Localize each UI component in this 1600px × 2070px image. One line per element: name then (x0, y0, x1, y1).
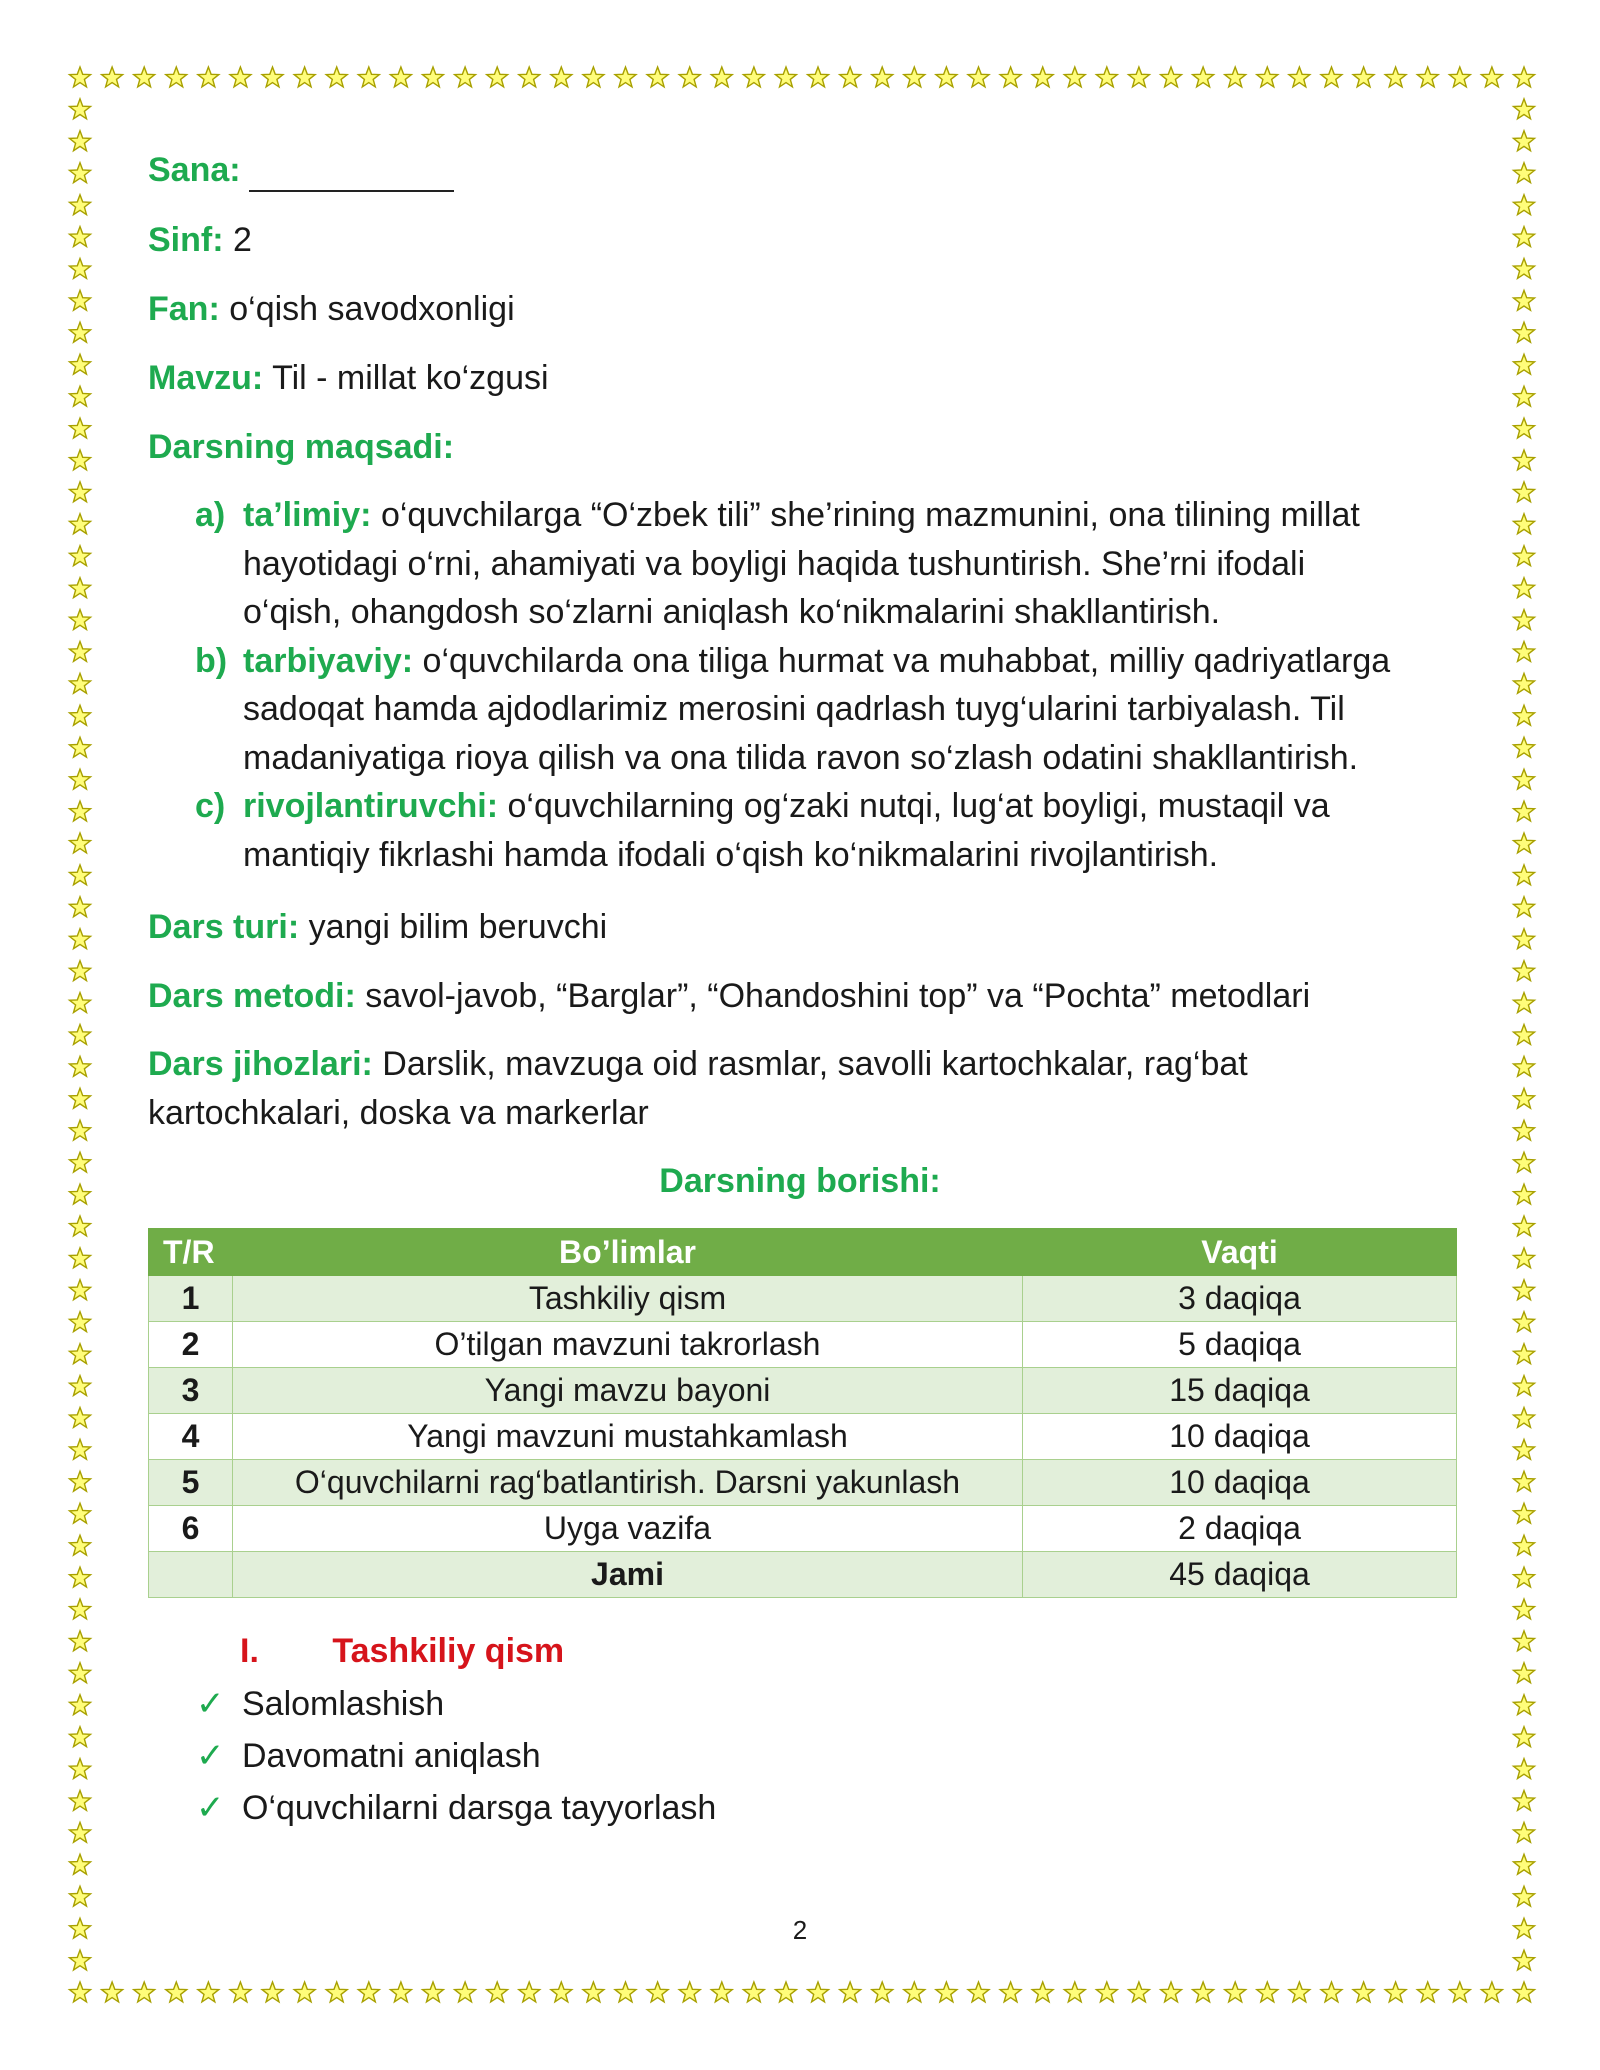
star-icon (1514, 290, 1535, 310)
star-icon (551, 67, 572, 87)
table-header-row (149, 1229, 1457, 1276)
star-icon (1514, 1727, 1535, 1747)
star-icon (423, 67, 444, 87)
star-icon (1514, 514, 1535, 534)
star-icon (70, 1727, 91, 1747)
star-icon (70, 1503, 91, 1523)
star-icon (487, 1982, 508, 2002)
star-icon (70, 1280, 91, 1300)
star-icon (294, 1982, 315, 2002)
star-icon (70, 1663, 91, 1683)
star-icon (1514, 450, 1535, 470)
star-icon (423, 1982, 444, 2002)
column-header-number: T/R (149, 1229, 233, 1276)
star-icon (1289, 67, 1310, 87)
star-icon (70, 546, 91, 566)
goal-text-line: o‘quvchilarning og‘zaki nutqi, lug‘at boyligi, mustaqil va (507, 787, 1330, 825)
checkmark-icon: ✓ (196, 1789, 225, 1827)
goal-developmental (195, 782, 1465, 879)
star-icon (198, 67, 219, 87)
total-empty-cell (149, 1552, 233, 1598)
goal-text-line: o‘quvchilarda ona tiliga hurmat va muhabbat, milliy qadriyatlarga (422, 641, 1391, 680)
star-icon (70, 1822, 91, 1842)
star-icon (1514, 961, 1535, 981)
star-icon (70, 482, 91, 502)
lesson-equipment-field (148, 1040, 1458, 1137)
star-icon (70, 1025, 91, 1045)
star-icon (70, 1376, 91, 1396)
star-icon (1129, 67, 1150, 87)
row-number: 6 (149, 1506, 233, 1552)
checklist-item-text: O‘quvchilarni darsga tayyorlash (242, 1789, 717, 1827)
grade-value: 2 (233, 221, 252, 259)
topic-value: Til - millat ko‘zgusi (272, 359, 549, 397)
star-icon (1514, 1120, 1535, 1140)
table-total-row (149, 1552, 1457, 1598)
star-icon (70, 610, 91, 630)
checklist-item-text: Davomatni aniqlash (242, 1737, 541, 1775)
row-time: 15 daqiqa (1023, 1368, 1457, 1414)
lesson-equipment-value: Darslik, mavzuga oid rasmlar, savolli kartochkalar, rag‘bat (382, 1045, 1248, 1083)
star-icon (1225, 1982, 1246, 2002)
star-icon (679, 67, 700, 87)
star-icon (198, 1982, 219, 2002)
star-icon (1514, 1280, 1535, 1300)
star-icon (70, 1535, 91, 1555)
star-icon (262, 67, 283, 87)
star-icon (102, 1982, 123, 2002)
checkmark-icon: ✓ (196, 1737, 225, 1775)
star-icon (70, 386, 91, 406)
goal-letter: c) (195, 787, 226, 825)
star-icon (615, 67, 636, 87)
row-section: O’tilgan mavzuni takrorlash (233, 1322, 1023, 1368)
star-icon (487, 67, 508, 87)
lesson-method-value: savol-javob, “Barglar”, “Ohandoshini top” va “Pochta” metodlari (365, 977, 1311, 1015)
goal-text-line: hayotidagi o‘rni, ahamiyati va boyligi haqida tushuntirish. She’rni ifodali (243, 544, 1306, 583)
topic-label: Mavzu: (148, 359, 264, 397)
star-icon (615, 1982, 636, 2002)
star-icon (326, 67, 347, 87)
checklist (196, 1678, 716, 1834)
subject-label: Fan: (148, 290, 220, 328)
star-icon (70, 1631, 91, 1651)
star-icon (840, 1982, 861, 2002)
star-icon (1514, 1471, 1535, 1491)
star-icon (1514, 897, 1535, 917)
checklist-item-text: Salomlashish (242, 1685, 445, 1723)
row-section: Yangi mavzuni mustahkamlash (233, 1414, 1023, 1460)
table-row (149, 1506, 1457, 1552)
star-icon (904, 67, 925, 87)
star-icon (70, 1216, 91, 1236)
goal-educational (195, 491, 1465, 637)
star-icon (551, 1982, 572, 2002)
grade-field (148, 218, 252, 262)
star-icon (70, 673, 91, 693)
star-icon (1514, 1791, 1535, 1811)
star-icon (70, 1120, 91, 1140)
goal-label: tarbiyaviy: (243, 641, 414, 680)
star-icon (519, 67, 540, 87)
row-section: Tashkiliy qism (233, 1276, 1023, 1322)
goal-label: ta’limiy: (243, 496, 372, 534)
star-icon (70, 99, 91, 119)
star-icon (1514, 705, 1535, 725)
star-icon (1514, 769, 1535, 789)
star-icon (1481, 1982, 1502, 2002)
star-icon (70, 418, 91, 438)
star-icon (70, 290, 91, 310)
star-icon (70, 1312, 91, 1332)
star-icon (679, 1982, 700, 2002)
star-icon (166, 67, 187, 87)
star-icon (1257, 67, 1278, 87)
star-icon (1514, 322, 1535, 342)
star-icon (70, 642, 91, 662)
date-field (148, 148, 454, 192)
goal-text-line: o‘qish, ohangdosh so‘zlarni aniqlash ko‘nikmalarini shakllantirish. (243, 593, 1221, 631)
star-icon (70, 1759, 91, 1779)
star-icon (968, 67, 989, 87)
star-icon (1353, 1982, 1374, 2002)
star-icon (1514, 1759, 1535, 1779)
star-icon (70, 865, 91, 885)
star-icon (70, 131, 91, 151)
star-icon (1514, 418, 1535, 438)
topic-field (148, 356, 549, 400)
star-icon (230, 1982, 251, 2002)
star-icon (70, 1886, 91, 1906)
star-icon (102, 67, 123, 87)
star-icon (70, 705, 91, 725)
star-icon (1385, 67, 1406, 87)
star-icon (1193, 67, 1214, 87)
star-icon (70, 163, 91, 183)
star-icon (1514, 546, 1535, 566)
star-icon (70, 897, 91, 917)
star-icon (262, 1982, 283, 2002)
star-icon (1514, 1056, 1535, 1076)
star-icon (1353, 67, 1374, 87)
lesson-plan-table (148, 1228, 1457, 1598)
star-icon (1514, 1503, 1535, 1523)
star-icon (166, 1982, 187, 2002)
star-icon (1514, 1982, 1535, 2002)
star-icon (904, 1982, 925, 2002)
goal-text-line: madaniyatiga rioya qilish va ona tilida ravon so‘zlash odatini shakllantirish. (243, 738, 1359, 777)
star-icon (1514, 1025, 1535, 1045)
star-icon (1514, 1695, 1535, 1715)
star-icon (1289, 1982, 1310, 2002)
star-icon (872, 1982, 893, 2002)
table-row (149, 1368, 1457, 1414)
page-number: 2 (792, 1915, 808, 1945)
goals-heading: Darsning maqsadi: (148, 428, 455, 466)
star-icon (70, 961, 91, 981)
star-icon (1449, 1982, 1470, 2002)
star-icon (70, 801, 91, 821)
star-icon (134, 67, 155, 87)
star-icon (1514, 929, 1535, 949)
star-icon (936, 67, 957, 87)
star-icon (70, 993, 91, 1013)
lesson-equipment-label: Dars jihozlari: (148, 1045, 373, 1083)
star-icon (1225, 67, 1246, 87)
star-icon (70, 1567, 91, 1587)
star-icon (1514, 1439, 1535, 1459)
date-label: Sana: (148, 151, 241, 189)
star-icon (390, 67, 411, 87)
star-icon (70, 769, 91, 789)
star-icon (1514, 1950, 1535, 1970)
star-icon (70, 1695, 91, 1715)
star-icon (70, 227, 91, 247)
star-icon (840, 67, 861, 87)
star-icon (776, 67, 797, 87)
star-icon (70, 354, 91, 374)
star-icon (358, 1982, 379, 2002)
star-icon (70, 929, 91, 949)
subject-field (148, 287, 515, 331)
star-icon (70, 1982, 91, 2002)
star-icon (1514, 227, 1535, 247)
row-time: 2 daqiqa (1023, 1506, 1457, 1552)
goals-list (195, 491, 1465, 879)
star-icon (519, 1982, 540, 2002)
star-icon (70, 1248, 91, 1268)
star-icon (1514, 1088, 1535, 1108)
star-icon (1514, 673, 1535, 693)
star-icon (1514, 833, 1535, 853)
row-section: Uyga vazifa (233, 1506, 1023, 1552)
star-icon (1032, 1982, 1053, 2002)
goal-text-line: sadoqat hamda ajdodlarimiz merosini qadrlash tuyg‘ularini tarbiyalash. Til (243, 690, 1345, 728)
star-icon (1514, 1408, 1535, 1428)
star-icon (70, 514, 91, 534)
lesson-method-field (148, 974, 1310, 1018)
star-icon (70, 67, 91, 87)
total-value: 45 daqiqa (1023, 1552, 1457, 1598)
star-icon (1514, 993, 1535, 1013)
checklist-item (196, 1782, 716, 1834)
star-icon (1514, 1631, 1535, 1651)
star-icon (70, 1950, 91, 1970)
star-icon (808, 67, 829, 87)
row-time: 3 daqiqa (1023, 1276, 1457, 1322)
row-number: 1 (149, 1276, 233, 1322)
star-icon (1064, 1982, 1085, 2002)
row-time: 10 daqiqa (1023, 1460, 1457, 1506)
star-icon (583, 67, 604, 87)
star-icon (455, 1982, 476, 2002)
date-blank-line[interactable] (249, 158, 454, 192)
star-icon (1514, 1535, 1535, 1555)
star-icon (647, 1982, 668, 2002)
star-icon (1481, 67, 1502, 87)
lesson-equipment-value-cont: kartochkalari, doska va markerlar (148, 1093, 649, 1132)
star-icon (1514, 865, 1535, 885)
row-number: 4 (149, 1414, 233, 1460)
star-icon (230, 67, 251, 87)
subject-value: o‘qish savodxonligi (229, 290, 515, 328)
star-icon (70, 1599, 91, 1619)
star-icon (70, 1344, 91, 1364)
star-icon (70, 1791, 91, 1811)
checkmark-icon: ✓ (196, 1685, 225, 1723)
star-icon (1514, 1216, 1535, 1236)
column-header-sections: Bo’limlar (233, 1229, 1023, 1276)
row-section: O‘quvchilarni rag‘batlantirish. Darsni yakunlash (233, 1460, 1023, 1506)
goal-text-line: mantiqiy fikrlashi hamda ifodali o‘qish ko‘nikmalarini rivojlantirish. (243, 835, 1219, 874)
star-icon (1514, 67, 1535, 87)
star-icon (1514, 1822, 1535, 1842)
star-icon (1514, 642, 1535, 662)
star-icon (1385, 1982, 1406, 2002)
checklist-item (196, 1678, 716, 1730)
star-icon (1096, 1982, 1117, 2002)
star-icon (70, 1088, 91, 1108)
star-icon (70, 259, 91, 279)
star-icon (1161, 67, 1182, 87)
star-icon (1514, 801, 1535, 821)
star-icon (1514, 578, 1535, 598)
grade-label: Sinf: (148, 221, 224, 259)
lesson-method-label: Dars metodi: (148, 977, 356, 1015)
star-icon (1514, 163, 1535, 183)
star-icon (872, 67, 893, 87)
star-icon (1161, 1982, 1182, 2002)
star-icon (70, 322, 91, 342)
star-icon (1514, 610, 1535, 630)
star-icon (1514, 1248, 1535, 1268)
total-label: Jami (233, 1552, 1023, 1598)
star-icon (1321, 67, 1342, 87)
star-icon (1514, 482, 1535, 502)
table-row (149, 1414, 1457, 1460)
goal-text-line: o‘quvchilarga “O‘zbek tili” she’rining mazmunini, ona tilining millat (380, 496, 1360, 534)
star-icon (711, 1982, 732, 2002)
star-icon (70, 450, 91, 470)
star-icon (70, 1471, 91, 1491)
goal-letter: b) (195, 641, 228, 680)
star-icon (1514, 259, 1535, 279)
star-icon (711, 67, 732, 87)
star-icon (1514, 1663, 1535, 1683)
table-row (149, 1276, 1457, 1322)
star-icon (1000, 67, 1021, 87)
star-icon (70, 578, 91, 598)
star-icon (1514, 1567, 1535, 1587)
row-number: 3 (149, 1368, 233, 1414)
star-icon (326, 1982, 347, 2002)
star-icon (1449, 67, 1470, 87)
star-icon (1514, 1854, 1535, 1874)
star-icon (1000, 1982, 1021, 2002)
star-icon (808, 1982, 829, 2002)
star-icon (1257, 1982, 1278, 2002)
star-icon (743, 67, 764, 87)
star-icon (358, 67, 379, 87)
star-icon (134, 1982, 155, 2002)
star-icon (1514, 195, 1535, 215)
goal-letter: a) (195, 496, 226, 534)
star-icon (390, 1982, 411, 2002)
row-section: Yangi mavzu bayoni (233, 1368, 1023, 1414)
star-icon (583, 1982, 604, 2002)
star-icon (1514, 354, 1535, 374)
star-icon (1032, 67, 1053, 87)
star-icon (294, 67, 315, 87)
goal-label: rivojlantiruvchi: (243, 787, 499, 825)
lesson-type-value: yangi bilim beruvchi (308, 908, 608, 946)
star-icon (1514, 1599, 1535, 1619)
lesson-type-label: Dars turi: (148, 908, 300, 946)
lesson-type-field (148, 905, 607, 949)
row-time: 10 daqiqa (1023, 1414, 1457, 1460)
star-icon (70, 195, 91, 215)
star-icon (1514, 1376, 1535, 1396)
star-icon (1321, 1982, 1342, 2002)
section-numeral: I. (240, 1632, 259, 1670)
star-icon (647, 67, 668, 87)
table-row (149, 1322, 1457, 1368)
column-header-time: Vaqti (1023, 1229, 1457, 1276)
star-icon (455, 67, 476, 87)
star-icon (1417, 1982, 1438, 2002)
star-icon (70, 1439, 91, 1459)
star-icon (70, 833, 91, 853)
star-icon (776, 1982, 797, 2002)
lesson-progress-title: Darsning borishi: (659, 1162, 941, 1200)
table-row (149, 1460, 1457, 1506)
goal-upbringing (195, 637, 1465, 783)
star-icon (968, 1982, 989, 2002)
star-icon (743, 1982, 764, 2002)
row-time: 5 daqiqa (1023, 1322, 1457, 1368)
star-icon (1417, 67, 1438, 87)
row-number: 5 (149, 1460, 233, 1506)
star-icon (936, 1982, 957, 2002)
star-icon (1129, 1982, 1150, 2002)
star-icon (70, 737, 91, 757)
star-icon (1514, 131, 1535, 151)
star-icon (1096, 67, 1117, 87)
star-icon (1193, 1982, 1214, 2002)
star-icon (1514, 737, 1535, 757)
star-icon (70, 1854, 91, 1874)
star-icon (1514, 1344, 1535, 1364)
star-icon (1064, 67, 1085, 87)
star-icon (1514, 1312, 1535, 1332)
star-icon (1514, 99, 1535, 119)
star-icon (70, 1408, 91, 1428)
star-icon (1514, 386, 1535, 406)
row-number: 2 (149, 1322, 233, 1368)
star-icon (1514, 1886, 1535, 1906)
section-heading (240, 1632, 564, 1671)
star-icon (70, 1056, 91, 1076)
section-title: Tashkiliy qism (332, 1632, 565, 1670)
checklist-item (196, 1730, 716, 1782)
